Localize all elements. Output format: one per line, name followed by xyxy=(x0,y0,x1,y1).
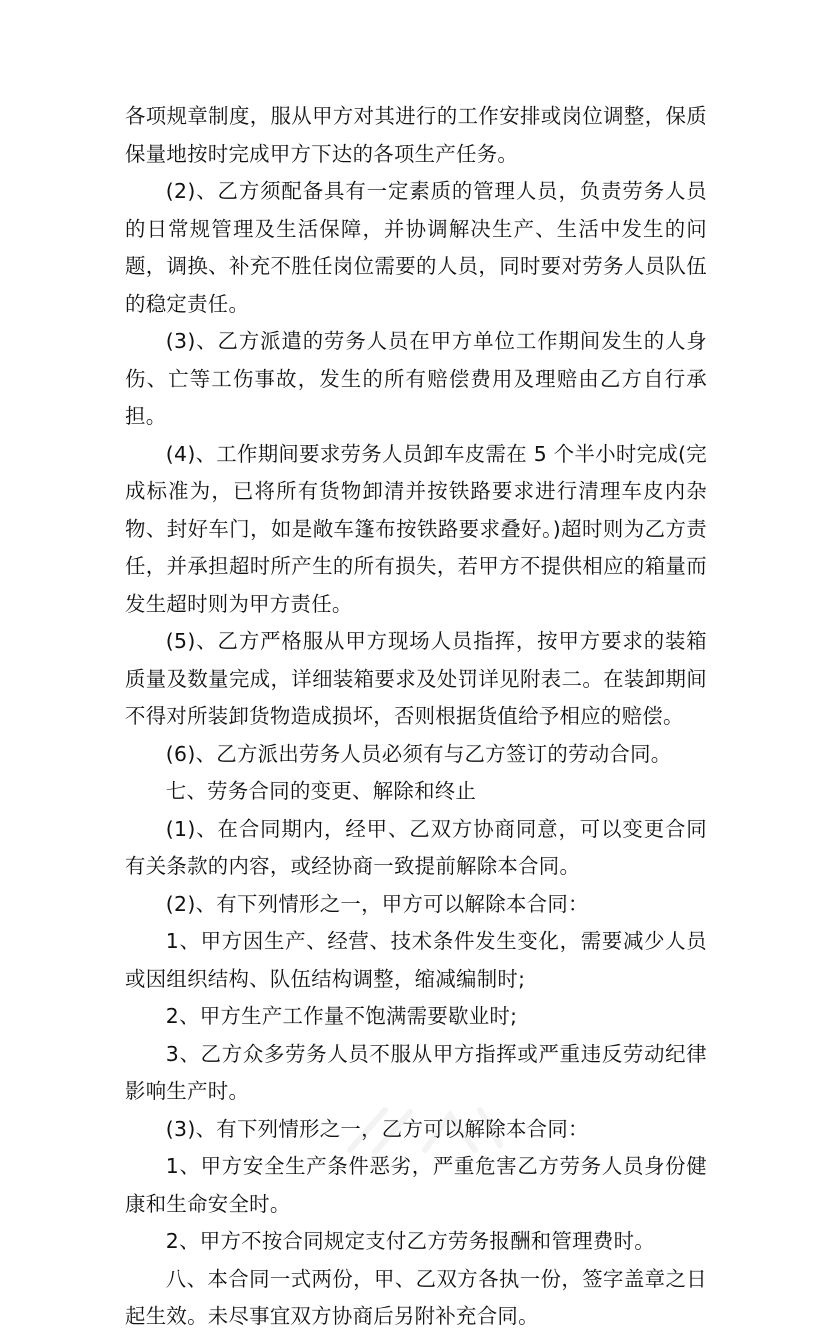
paragraph-clause-3: (3)、乙方派遣的劳务人员在甲方单位工作期间发生的人身伤、亡等工伤事故，发生的所有赔偿费用及理赔由乙方自行承担。 xyxy=(125,329,707,428)
paragraph-section7-1: (1)、在合同期内，经甲、乙双方协商同意，可以变更合同有关条款的内容，或经协商一致提前解除本合同。 xyxy=(125,816,707,878)
document-body xyxy=(125,98,707,1336)
paragraph-clause-4: (4)、工作期间要求劳务人员卸车皮需在 5 个半小时完成(完成标准为，已将所有货物卸清并按铁路要求进行清理车皮内杂物、封好车门，如是敞车篷布按铁路要求叠好。)超时则为乙方责任，并承担超时所产生的所有损失，若甲方不提供相应的箱量而发生超时则为甲方责任。 xyxy=(125,441,707,616)
list-item-party-b-2: 2、甲方不按合同规定支付乙方劳务报酬和管理费时。 xyxy=(165,1229,655,1253)
paragraph-clause-5: (5)、乙方严格服从甲方现场人员指挥，按甲方要求的装箱质量及数量完成，详细装箱要求及处罚详见附表二。在装卸期间不得对所装卸货物造成损坏，否则根据货值给予相应的赔偿。 xyxy=(125,629,707,728)
list-item-party-a-1: 1、甲方因生产、经营、技术条件发生变化，需要减少人员或因组织结构、队伍结构调整，缩减编制时; xyxy=(125,929,707,991)
list-item-party-a-3: 3、乙方众多劳务人员不服从甲方指挥或严重违反劳动纪律影响生产时。 xyxy=(125,1041,707,1103)
list-item-party-a-2: 2、甲方生产工作量不饱满需要歇业时; xyxy=(165,1004,518,1028)
list-item-party-b-1: 1、甲方安全生产条件恶劣，严重危害乙方劳务人员身份健康和生命安全时。 xyxy=(125,1154,707,1216)
paragraph-clause-6: (6)、乙方派出劳务人员必须有与乙方签订的劳动合同。 xyxy=(165,741,672,766)
paragraph-continuation: 各项规章制度，服从甲方对其进行的工作安排或岗位调整，保质保量地按时完成甲方下达的各项生产任务。 xyxy=(125,104,707,166)
paragraph-section7-2: (2)、有下列情形之一，甲方可以解除本合同： xyxy=(165,891,589,916)
paragraph-section7-3: (3)、有下列情形之一，乙方可以解除本合同： xyxy=(165,1116,589,1141)
paragraph-clause-2: (2)、乙方须配备具有一定素质的管理人员，负责劳务人员的日常规管理及生活保障，并协调解决生产、生活中发生的问题，调换、补充不胜任岗位需要的人员，同时要对劳务人员队伍的稳定责任。 xyxy=(125,179,707,316)
section-heading-7: 七、劳务合同的变更、解除和终止 xyxy=(165,779,477,803)
section-heading-8: 八、本合同一式两份，甲、乙双方各执一份，签字盖章之日起生效。未尽事宜双方协商后另附补充合同。 xyxy=(125,1266,707,1328)
